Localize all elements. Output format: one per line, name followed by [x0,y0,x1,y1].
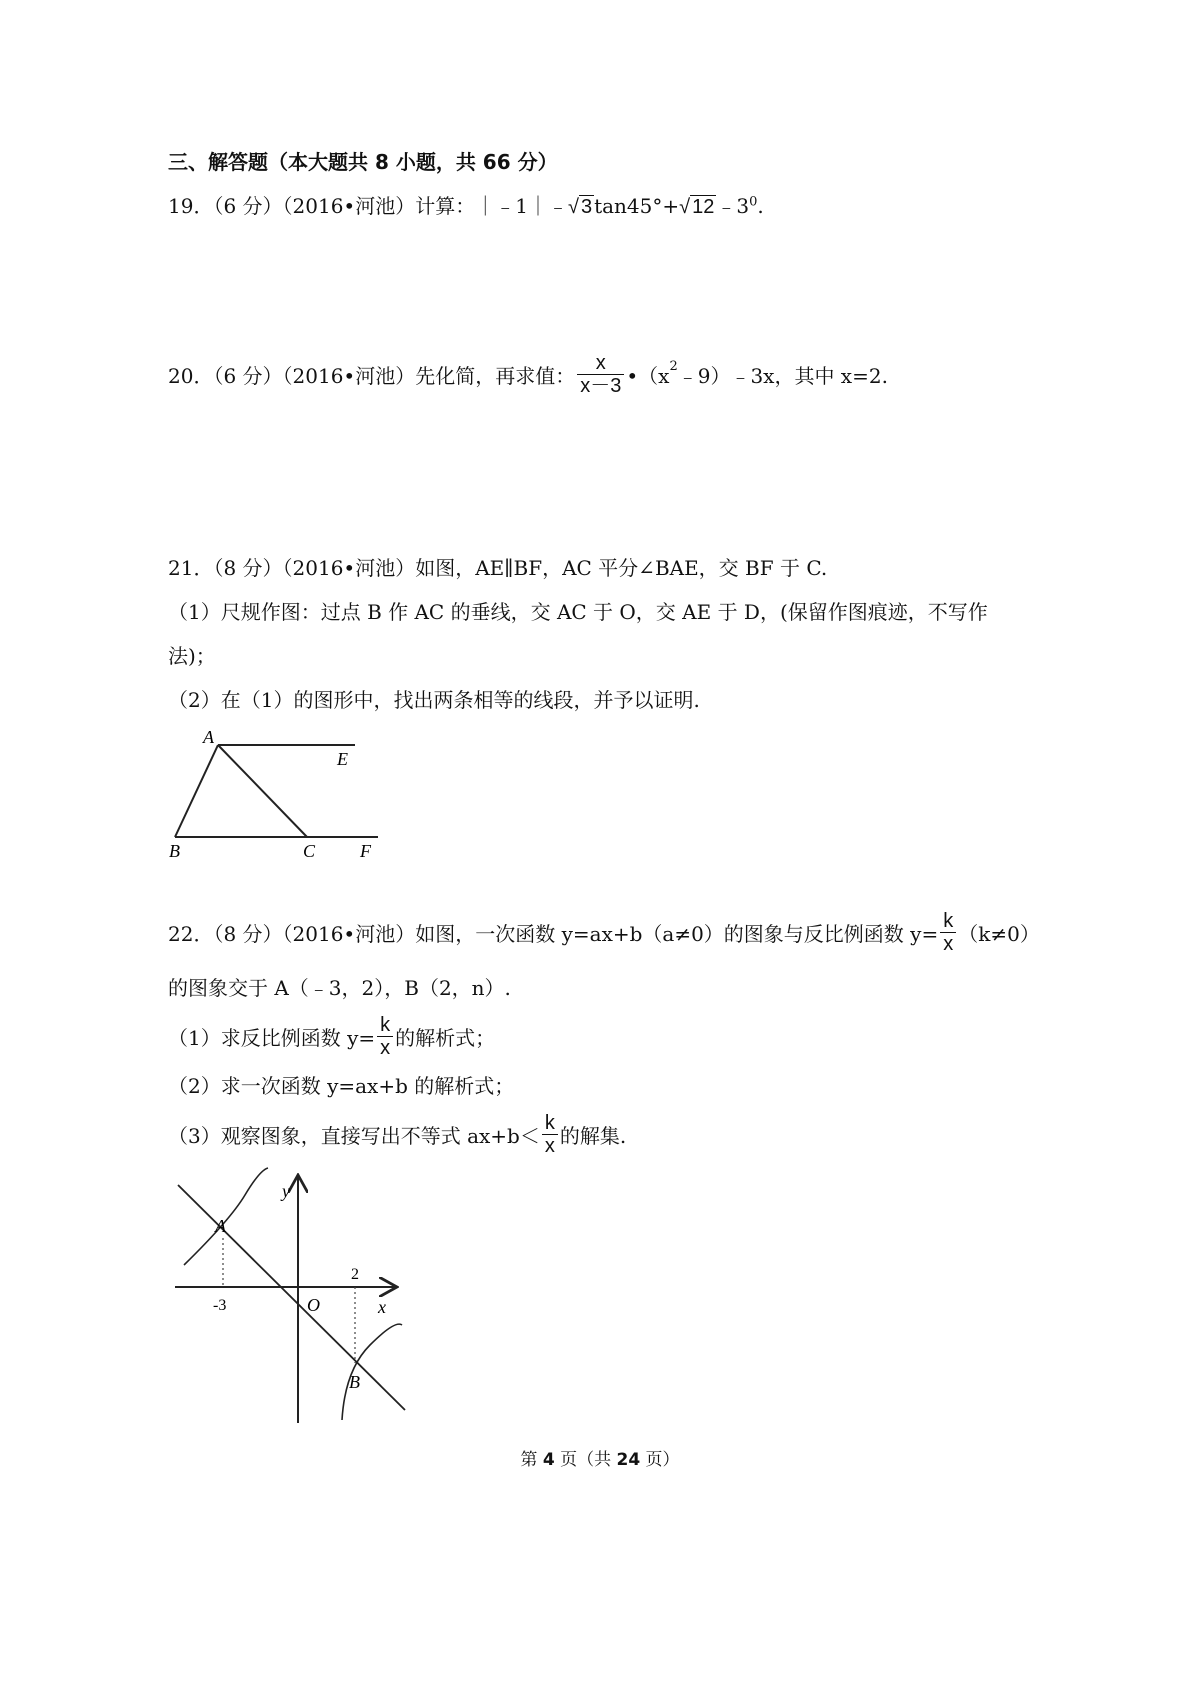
label-b: B [169,841,180,861]
q22-part3-suffix: 的解集. [559,1124,627,1148]
q22-part3-fraction [542,1112,558,1157]
label-c: C [303,841,316,861]
q20-frac-numerator: x [595,352,606,374]
q19-mid: tan45°+ [594,194,680,218]
sqrt-3: √ 3 [567,196,593,218]
footer-suffix: 页） [640,1450,680,1470]
q22-line1 [168,910,1040,955]
q20-suffix: ﹣9）﹣3x，其中 x=2. [677,364,888,388]
q21-title: 21．（8 分）（2016•河池）如图，AE∥BF，AC 平分∠BAE，交 BF 于 C. [168,556,828,580]
q22-part1-suffix: 的解析式； [395,1026,496,1050]
q20-fraction [577,352,624,397]
q20-mid: •（x [626,364,670,388]
q22-part1-frac-numerator: k [380,1014,391,1036]
q22-part3-prefix: （3）观察图象，直接写出不等式 ax+b＜ [168,1124,540,1148]
q22-fraction [940,910,956,955]
q19-end: . [757,194,764,218]
sqrt-12: √ 12 [679,196,715,218]
label-neg3: -3 [213,1297,227,1314]
q22-part1 [168,1014,495,1059]
label-origin: O [307,1295,320,1315]
q22-part2: （2）求一次函数 y=ax+b 的解析式； [168,1074,515,1098]
q22-part1-prefix: （1）求反比例函数 y= [168,1026,376,1050]
q22-line2: 的图象交于 A（﹣3，2），B（2，n）. [168,976,511,1000]
label-y: y [282,1181,290,1201]
q22-part3 [168,1112,626,1157]
hyperbola-branch-2nd-quadrant [184,1168,268,1265]
segment-ab [175,745,218,837]
q21-part2: （2）在（1）的图形中，找出两条相等的线段，并予以证明. [168,688,700,712]
segment-ac [218,745,307,837]
label-x: x [378,1297,386,1317]
q22-part1-frac-denominator: x [380,1037,391,1059]
q22-frac-denominator: x [943,933,954,955]
footer-page-number: 4 [542,1450,555,1470]
q19-exponent: 0 [749,194,758,210]
question-20 [168,352,888,397]
q20-prefix: 20．（6 分）（2016•河池）先化简，再求值： [168,364,576,388]
sqrt-12-radicand: 12 [692,196,715,218]
label-point-a: A [215,1216,226,1236]
q22-part3-frac-denominator: x [544,1135,555,1157]
question-19 [168,190,764,219]
footer-total-pages: 24 [616,1450,641,1470]
q21-part1-line2: 法)； [168,644,216,668]
label-f: F [360,841,371,861]
q20-exponent: 2 [669,359,678,374]
label-two: 2 [351,1266,359,1283]
section-title: 三、解答题（本大题共 8 小题，共 66 分） [168,150,558,174]
footer-mid: 页（共 [554,1450,617,1470]
q22-line1-suffix: （k≠0） [958,922,1040,946]
q19-prefix: 19．（6 分）（2016•河池）计算：｜﹣1｜﹣ [168,194,568,218]
label-e: E [337,749,348,769]
q21-part1-line1: （1）尺规作图：过点 B 作 AC 的垂线，交 AC 于 O，交 AE 于 D，(保留作图痕迹，不写作 [168,600,988,624]
q22-line1-prefix: 22．（8 分）（2016•河池）如图，一次函数 y=ax+b（a≠0）的图象与反比例函数 y= [168,922,939,946]
q22-part1-fraction [377,1014,393,1059]
q22-figure [170,1165,410,1430]
footer-prefix: 第 [520,1450,543,1470]
q19-suffix: ﹣3 [716,194,750,218]
q22-part3-frac-numerator: k [544,1112,555,1134]
q20-frac-denominator: x－3 [580,375,622,397]
label-point-b: B [349,1372,360,1392]
q21-figure [160,725,400,865]
sqrt-3-radicand: 3 [580,196,593,218]
q22-frac-numerator: k [943,910,954,932]
label-a: A [203,727,214,747]
page-footer [0,1445,1200,1470]
